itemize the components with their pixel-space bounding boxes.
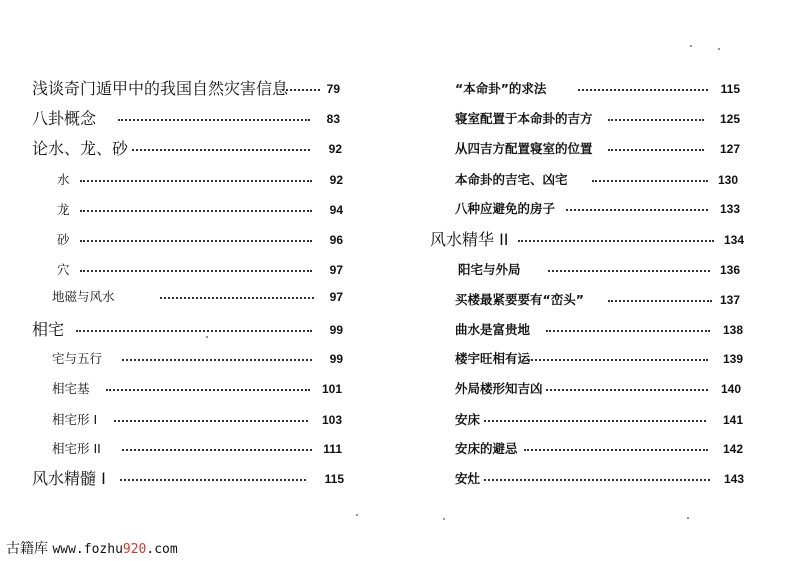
toc-entry-page-number: 97	[329, 263, 343, 277]
toc-leader-dots	[548, 270, 710, 272]
toc-entry-page-number: 92	[328, 142, 342, 156]
toc-leader-dots	[608, 300, 712, 302]
toc-entry-title: 宅与五行	[52, 351, 103, 366]
toc-entry-page-number: 139	[722, 352, 743, 366]
toc-entry-title: 本命卦的吉宅、凶宅	[455, 172, 568, 187]
toc-entry-page-number: 115	[720, 82, 740, 96]
toc-leader-dots	[524, 449, 708, 451]
toc-entry-right	[0, 318, 793, 342]
toc-entry-page-number: 138	[722, 323, 743, 337]
toc-entry-right	[0, 377, 793, 401]
toc-entry-page-number: 99	[329, 323, 343, 337]
toc-entry-title: 水	[57, 172, 70, 187]
toc-entry-title: 买楼最紧要要有“峦头”	[455, 292, 584, 307]
toc-leader-dots	[578, 89, 708, 91]
toc-leader-dots	[546, 330, 710, 332]
toc-entry-title: 安床	[455, 412, 481, 427]
toc-entry-page-number: 141	[722, 413, 743, 427]
watermark-footer	[6, 538, 178, 558]
toc-entry-page-number: 96	[329, 233, 343, 247]
toc-entry-page-number: 79	[326, 82, 340, 96]
toc-entry-page-number: 101	[321, 382, 342, 396]
toc-entry-page-number: 134	[723, 233, 744, 247]
scan-speck	[356, 514, 358, 516]
toc-entry-title: 寝室配置于本命卦的吉方	[455, 111, 593, 126]
toc-entry-title: 论水、龙、砂	[32, 139, 129, 158]
toc-entry-title: 曲水是富贵地	[455, 322, 531, 337]
toc-entry-page-number: 127	[719, 142, 740, 156]
toc-entry-title: 浅谈奇门遁甲中的我国自然灾害信息	[32, 79, 289, 98]
toc-leader-dots	[518, 240, 714, 242]
toc-leader-dots	[608, 149, 704, 151]
toc-entry-title: 风水精髓 I	[32, 469, 106, 488]
toc-entry-title: 相宅形 I	[52, 412, 98, 427]
scan-speck	[690, 45, 692, 47]
toc-entry-right	[0, 437, 793, 461]
toc-entry-right	[0, 77, 793, 101]
toc-entry-title: 从四吉方配置寝室的位置	[455, 141, 593, 156]
toc-entry-page-number: 83	[326, 112, 340, 126]
toc-entry-right	[0, 347, 793, 371]
toc-entry-page-number: 103	[321, 413, 342, 427]
toc-entry-page-number: 130	[717, 173, 738, 187]
toc-entry-title: 地磁与风水	[52, 289, 115, 304]
toc-entry-page-number: 115	[324, 472, 344, 486]
toc-entry-title: 风水精华 II	[430, 230, 509, 249]
toc-entry-page-number: 97	[329, 290, 343, 304]
toc-entry-page-number: 143	[723, 472, 744, 486]
toc-entry-title: 楼宇旺相有运	[455, 351, 531, 366]
toc-leader-dots	[484, 420, 706, 422]
toc-entry-right	[0, 467, 793, 491]
toc-entry-page-number: 142	[722, 442, 743, 456]
toc-entry-title: 相宅形 II	[52, 441, 101, 456]
toc-entry-title: 安床的避忌	[455, 441, 518, 456]
toc-entry-title: 八卦概念	[32, 109, 97, 128]
toc-entry-title: 相宅基	[52, 381, 90, 396]
toc-entry-page-number: 136	[719, 263, 740, 277]
toc-entry-page-number: 133	[719, 202, 740, 216]
toc-leader-dots	[608, 119, 704, 121]
toc-leader-dots	[592, 180, 708, 182]
toc-entry-page-number: 111	[323, 442, 342, 456]
toc-entry-page-number: 99	[329, 352, 343, 366]
scan-speck	[718, 48, 720, 50]
toc-leader-dots	[546, 389, 708, 391]
toc-entry-right	[0, 408, 793, 432]
toc-entry-right	[0, 168, 793, 192]
toc-entry-title: 外局楼形知吉凶	[455, 381, 543, 396]
toc-entry-title: 穴	[57, 262, 70, 277]
toc-entry-title: 龙	[57, 202, 70, 217]
toc-entry-right	[0, 288, 793, 312]
toc-entry-page-number: 92	[329, 173, 343, 187]
toc-entry-title: 砂	[57, 232, 70, 247]
site-name: 古籍库	[6, 541, 48, 557]
toc-entry-right	[0, 197, 793, 221]
toc-entry-right	[0, 137, 793, 161]
site-url: www.fozhu920.com	[52, 542, 178, 557]
toc-entry-page-number: 125	[719, 112, 740, 126]
toc-entry-page-number: 137	[719, 293, 740, 307]
toc-leader-dots	[528, 359, 708, 361]
toc-entry-right	[0, 258, 793, 282]
toc-entry-title: 八种应避免的房子	[455, 201, 556, 216]
toc-entry-right	[0, 228, 793, 252]
toc-entry-title: 阳宅与外局	[458, 262, 521, 277]
toc-entry-page-number: 140	[720, 382, 741, 396]
toc-entry-title: 相宅	[32, 320, 65, 339]
toc-entry-page-number: 94	[329, 203, 343, 217]
toc-leader-dots	[484, 479, 710, 481]
toc-entry-title: “本命卦”的求法	[455, 81, 547, 96]
toc-entry-right	[0, 107, 793, 131]
scan-speck	[206, 336, 208, 338]
toc-leader-dots	[566, 209, 708, 211]
scan-speck	[687, 517, 689, 519]
toc-entry-title: 安灶	[455, 471, 481, 486]
scan-speck	[443, 518, 445, 520]
